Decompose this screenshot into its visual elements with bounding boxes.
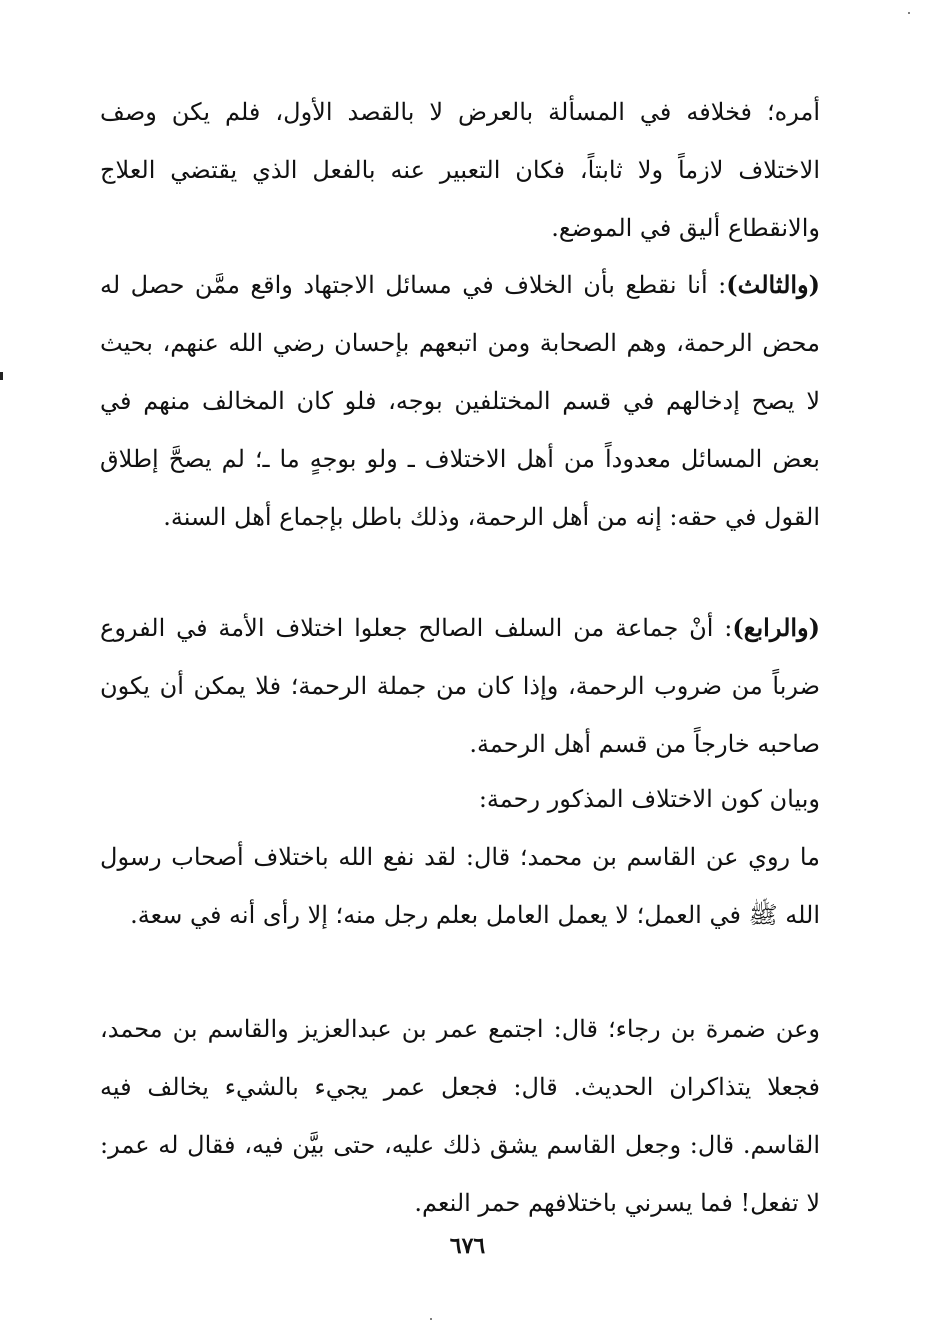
point-heading-third: (والثالث) [726,270,820,299]
paragraph-continuation [100,83,820,257]
paragraph-explanation-intro [100,770,860,828]
paragraph-text: وعن ضمرة بن رجاء؛ قال: اجتمع عمر بن عبدالعزيز والقاسم بن محمد، فجعلا يتذاكران الحديث. قال: فجعل عمر يجيء بالشيء يخالف فيه القاسم. قال: وجعل القاسم يشق ذلك عليه، حتى بيَّن فيه، فقال له عمر: لا تفعل! فما يسرني باختلافهم حمر النعم. [100,1015,820,1217]
paragraph-fourth-point [100,599,860,773]
paragraph-qasim-narration [100,828,860,944]
point-heading-fourth: (والرابع) [732,613,820,642]
scan-margin-mark [0,372,3,380]
paragraph-text: وبيان كون الاختلاف المذكور رحمة: [478,785,820,813]
scan-speck [908,12,910,14]
page-number: ٦٧٦ [449,1233,486,1259]
paragraph-third-point [100,256,860,546]
paragraph-text: أمره؛ فخلافه في المسألة بالعرض لا بالقصد الأول، فلم يكن وصف الاختلاف لازماً ولا ثابتاً، فكان التعبير عنه بالفعل الذي يقتضي العلاج والانقطاع أليق في الموضع. [100,98,820,242]
scan-speck [430,1318,432,1320]
paragraph-damra-narration [100,1000,860,1232]
paragraph-text: ما روي عن القاسم بن محمد؛ قال: لقد نفع الله باختلاف أصحاب رسول الله ﷺ في العمل؛ لا يعمل العامل بعلم رجل منه؛ إلا رأى أنه في سعة. [100,843,820,929]
paragraph-text: : أنْ جماعة من السلف الصالح جعلوا اختلاف الأمة في الفروع ضرباً من ضروب الرحمة، وإذا كان من جملة الرحمة؛ فلا يمكن أن يكون صاحبه خارجاً من قسم أهل الرحمة. [100,614,820,758]
paragraph-text: : أنا نقطع بأن الخلاف في مسائل الاجتهاد واقع ممَّن حصل له محض الرحمة، وهم الصحابة ومن اتبعهم بإحسان رضي الله عنهم، بحيث لا يصح إدخالهم في قسم المختلفين بوجه، فلو كان المخالف منهم في بعض المسائل معدوداً من أهل الاختلاف ـ ولو بوجهٍ ما ـ؛ لم يصحَّ إطلاق القول في حقه: إنه من أهل الرحمة، وذلك باطل بإجماع أهل السنة. [100,271,821,531]
